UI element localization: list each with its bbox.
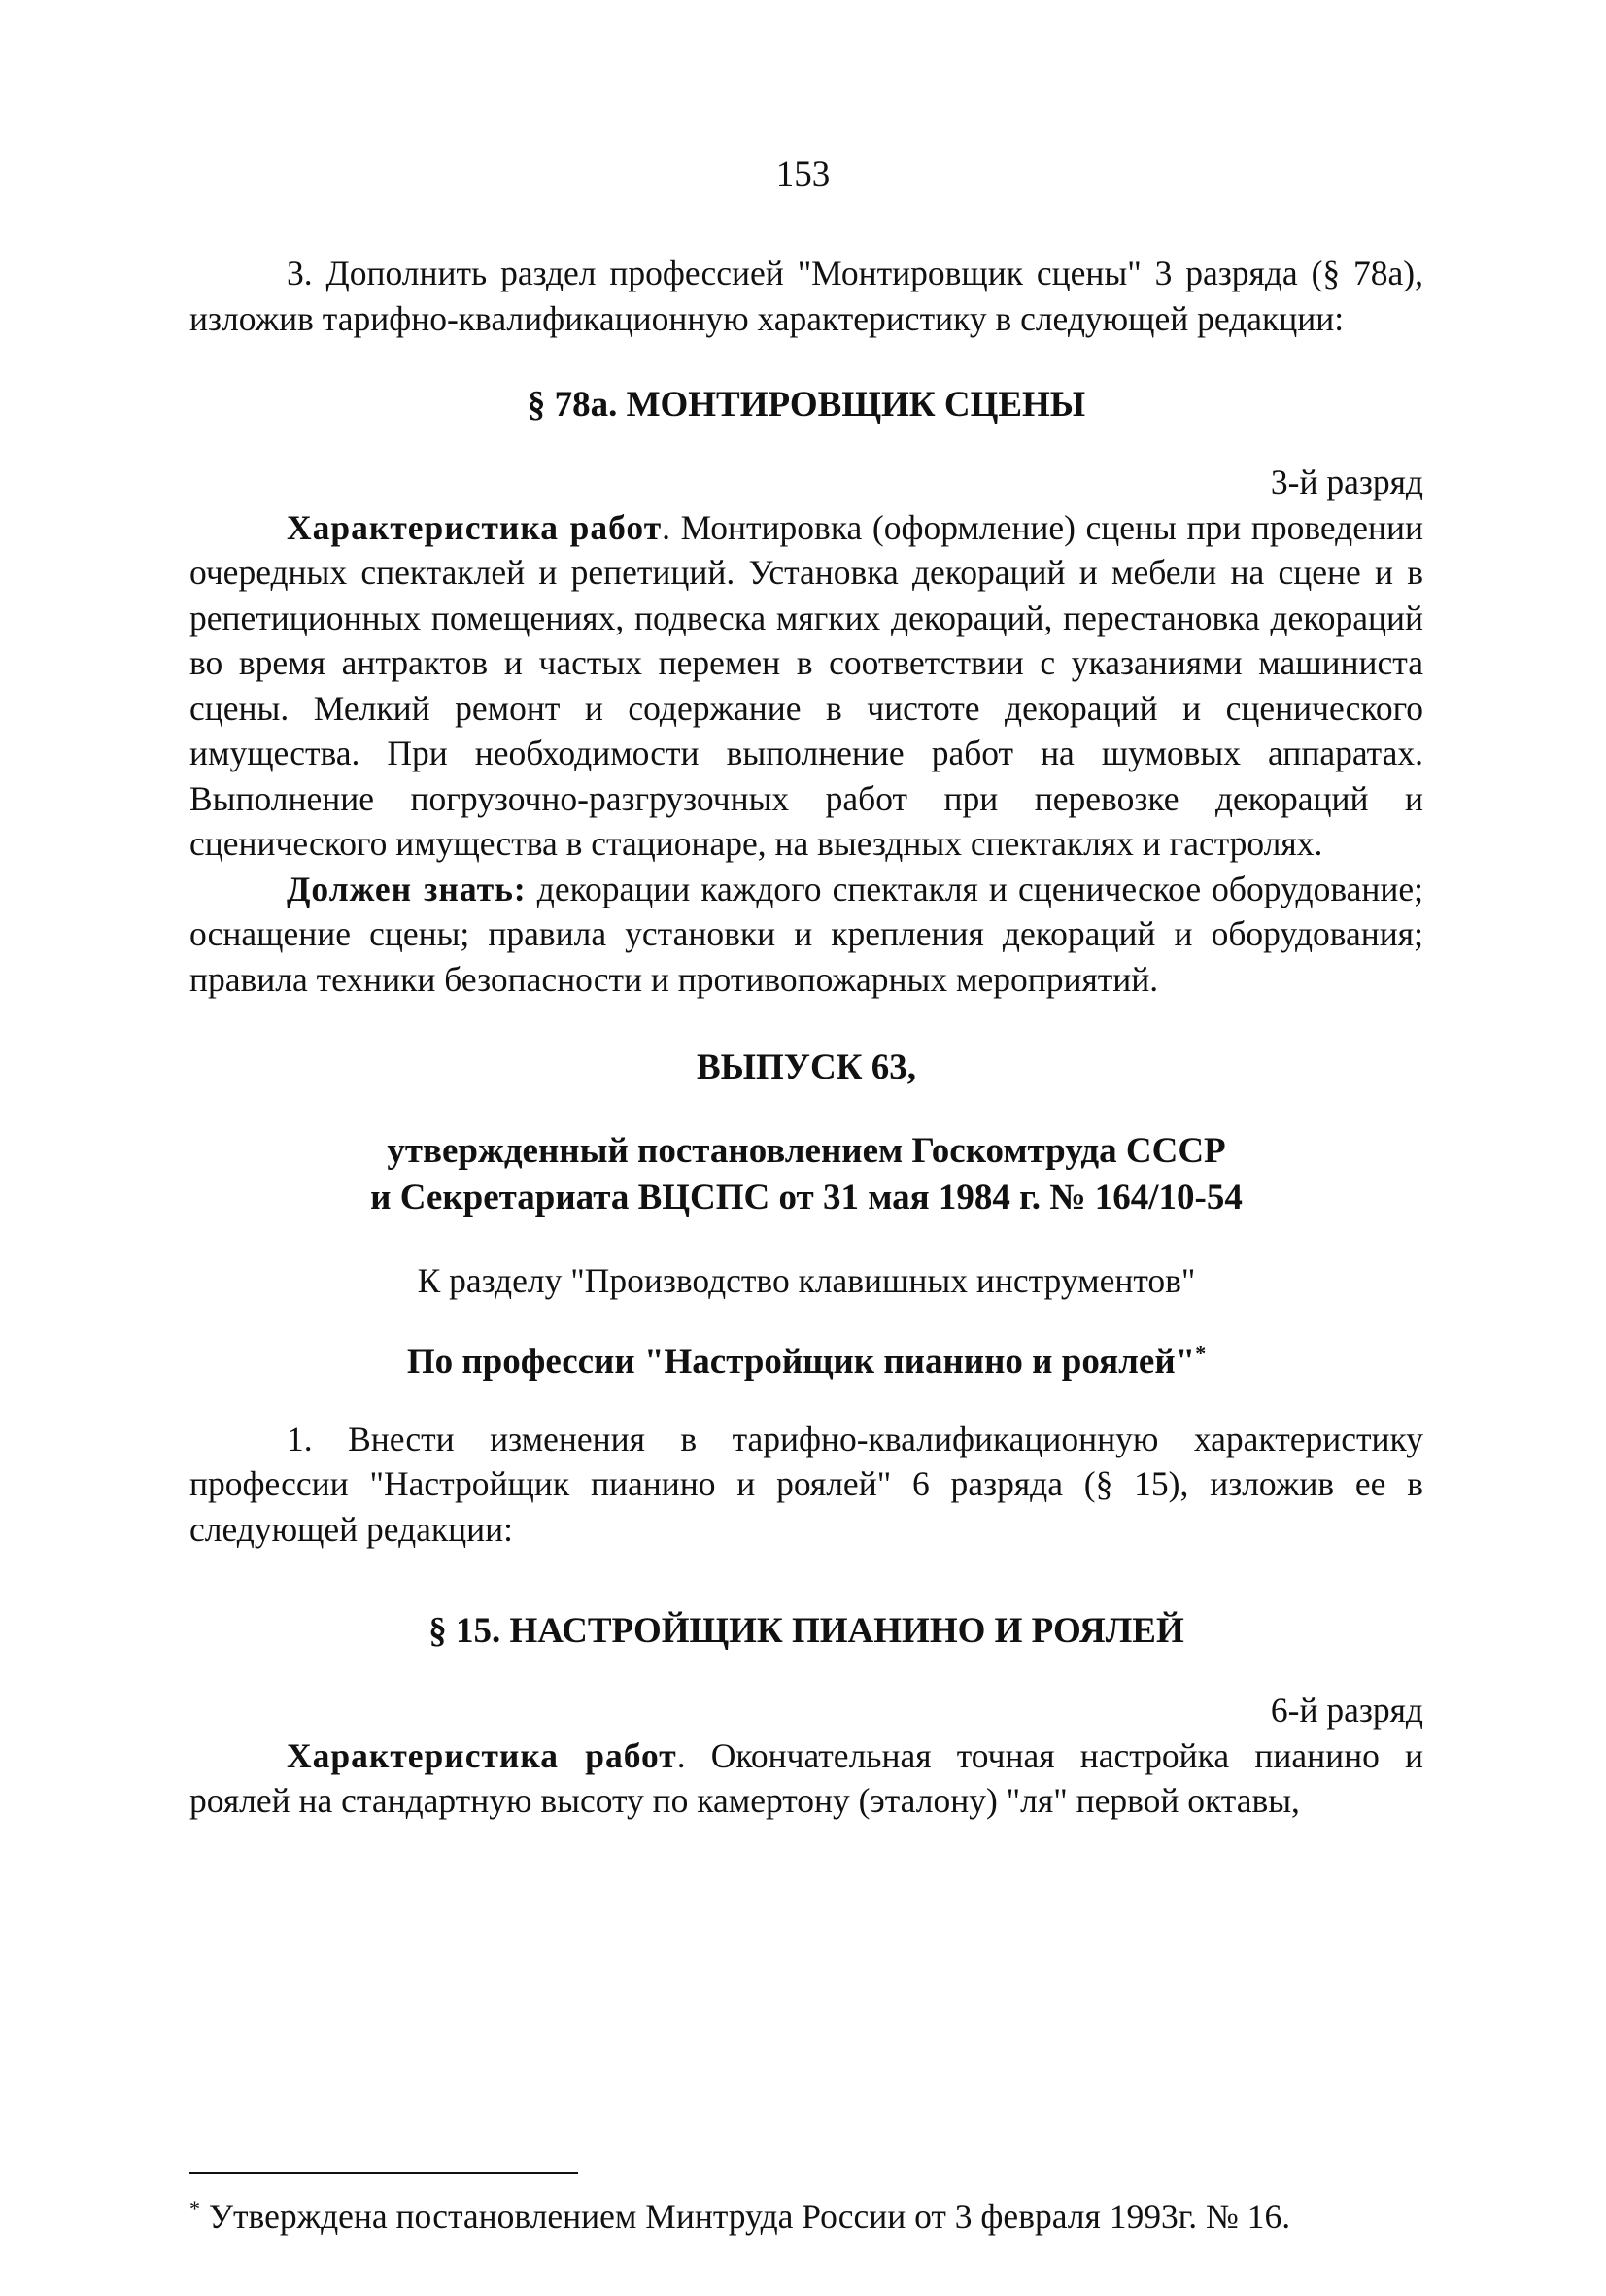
section-reference: К разделу "Производство клавишных инструментов" (417, 1261, 1196, 1300)
must-know-label: Должен знать: (287, 869, 527, 908)
issue-heading: ВЫПУСК 63, (697, 1047, 916, 1087)
paragraph-add-profession: 3. Дополнить раздел профессией "Монтировщик сцены" 3 разряда (§ 78а), изложив тарифно-квалификационную характеристику в следующей редакции: (189, 254, 1423, 338)
footnote (189, 2194, 1452, 2239)
page-number: 153 (775, 154, 831, 194)
work-characteristics-label-15: Характеристика работ (287, 1735, 677, 1775)
approved-by-line-1: утвержденный постановлением Госкомтруда СССР (387, 1131, 1226, 1171)
section-heading-15: § 15. НАСТРОЙЩИК ПИАНИНО И РОЯЛЕЙ (428, 1611, 1184, 1651)
work-characteristics-78a (189, 505, 1423, 867)
page-content (189, 251, 1423, 1824)
grade-label-6: 6-й разряд (1270, 1691, 1423, 1730)
paragraph-changes: 1. Внести изменения в тарифно-квалификационную характеристику профессии "Настройщик пианино и роялей" 6 разряда (§ 15), изложив ее в следующей редакции: (189, 1419, 1423, 1549)
work-characteristics-text-15: . Окончательная точная настройка пианино и роялей на стандартную высоту по камертону (эталону) "ля" первой октавы, (189, 1735, 1423, 1820)
footnote-divider (189, 2172, 578, 2174)
must-know-text: декорации каждого спектакля и сценическое оборудование; оснащение сцены; правила установки и крепления декораций и оборудования; правила техники безопасности и противопожарных мероприятий. (189, 869, 1423, 999)
must-know-78a (189, 867, 1423, 1003)
approved-by-line-2: и Секретариата ВЦСПС от 31 мая 1984 г. № 164/10-54 (370, 1178, 1243, 1217)
profession-reference (189, 1339, 1423, 1386)
footnote-marker: * (1195, 1340, 1207, 1365)
grade-label-3: 3-й разряд (1270, 463, 1423, 501)
footnote-text: Утверждена постановлением Минтруда России от 3 февраля 1993г. № 16. (200, 2197, 1291, 2236)
profession-reference-text: По профессии "Настройщик пианино и роялей" (406, 1341, 1196, 1382)
work-characteristics-text: . Монтировка (оформление) сцены при проведении очередных спектаклей и репетиций. Установка декораций и мебели на сцене и в репетиционных помещениях, подвеска мягких декораций, перестановка декораций во время антрактов и частых перемен в соответствии с указаниями машиниста сцены. Мелкий ремонт и содержание в чистоте декораций и сценического имущества. При необходимости выполнение работ на шумовых аппаратах. Выполнение погрузочно-разгрузочных работ при перевозке декораций и сценического имущества в стационаре, на выездных спектаклях и гастролях. (189, 507, 1423, 863)
section-heading-78a: § 78а. МОНТИРОВЩИК СЦЕНЫ (527, 385, 1086, 425)
work-characteristics-label: Характеристика работ (287, 507, 663, 547)
footnote-mark: * (189, 2196, 200, 2221)
work-characteristics-15 (189, 1733, 1423, 1824)
